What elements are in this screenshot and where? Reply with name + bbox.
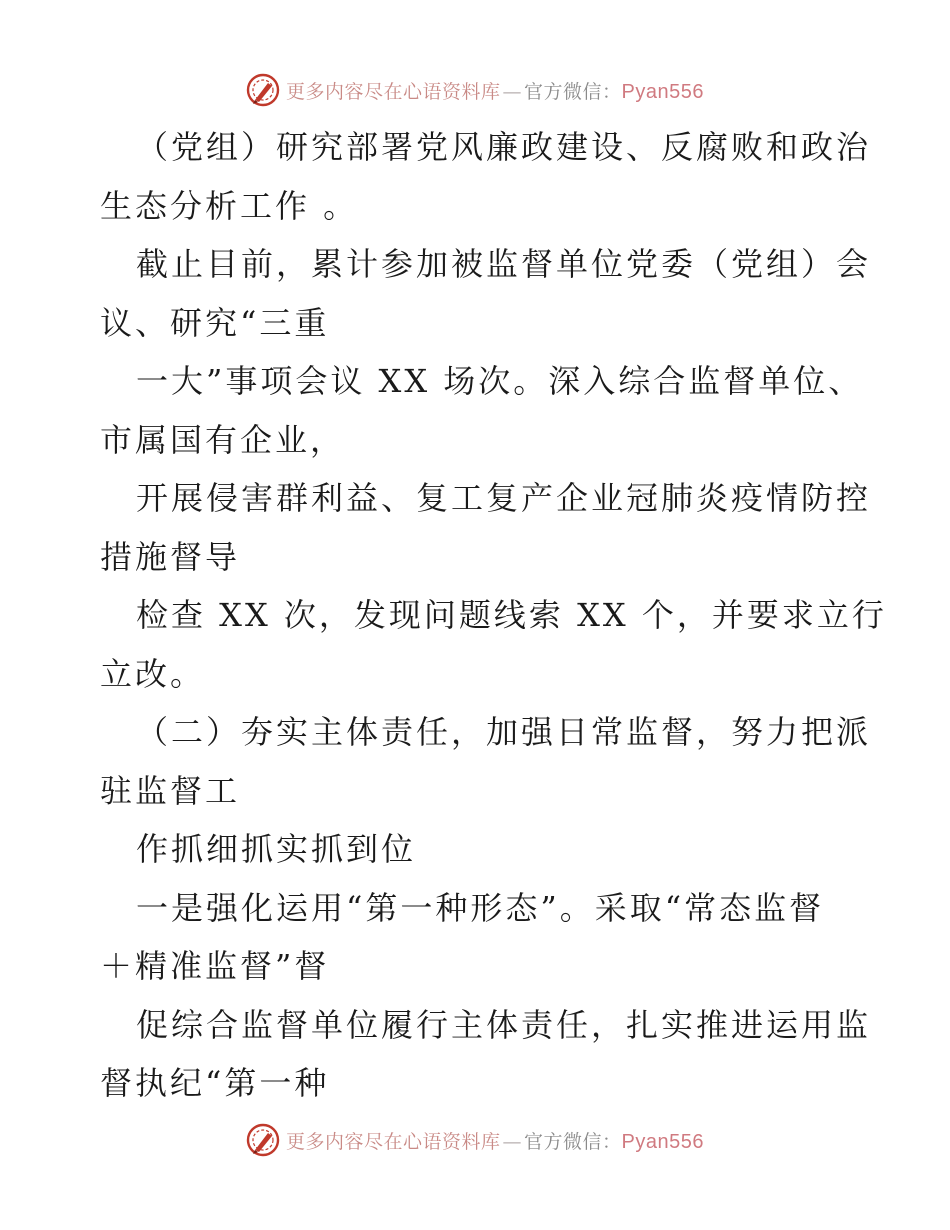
body-line: （二）夯实主体责任，加强日常监督，努力把派: [136, 713, 872, 751]
body-line: 驻监督工: [100, 771, 241, 810]
watermark-account-label: 官方微信：: [524, 1130, 622, 1153]
body-line: 检查 XX 次，发现问题线索 XX 个，并要求立行: [136, 596, 887, 634]
body-line: ＋精准监督”督: [100, 947, 330, 985]
body-line: 立改。: [100, 654, 206, 693]
watermark-account-id: Pyan556: [621, 80, 704, 103]
body-line: 一大”事项会议 XX 场次。深入综合监督单位、: [136, 362, 864, 400]
body-line: （党组）研究部署党风廉政建设、反腐败和政治: [136, 128, 872, 166]
watermark-main-text: 更多内容尽在心语资料库: [286, 80, 501, 103]
pen-logo-icon: [246, 1123, 280, 1157]
pen-logo-icon: [246, 73, 280, 107]
body-line: 截止目前，累计参加被监督单位党委（党组）会: [136, 245, 872, 283]
watermark-main-text: 更多内容尽在心语资料库: [286, 1130, 501, 1153]
watermark-account-id: Pyan556: [621, 1130, 704, 1153]
watermark-text: [286, 77, 704, 104]
watermark-group: [246, 1123, 704, 1157]
body-line: 措施督导: [100, 537, 241, 576]
body-line: 一是强化运用“第一种形态”。采取“常态监督: [136, 888, 825, 927]
watermark-text: [286, 1127, 704, 1154]
body-line: 议、研究“三重: [100, 303, 330, 342]
body-line: 开展侵害群利益、复工复产企业冠肺炎疫情防控: [136, 479, 872, 517]
footer-watermark-banner: [0, 1120, 950, 1160]
header-watermark-banner: [0, 70, 950, 110]
body-line: 督执纪“第一种: [100, 1064, 330, 1102]
body-line: 作抓细抓实抓到位: [136, 830, 417, 868]
watermark-group: [246, 73, 704, 107]
document-body: [100, 118, 887, 1113]
watermark-dash: —: [502, 80, 523, 103]
body-line: 促综合监督单位履行主体责任，扎实推进运用监: [136, 1005, 872, 1044]
body-line: 市属国有企业，: [100, 420, 346, 459]
watermark-account-label: 官方微信：: [524, 80, 622, 103]
watermark-dash: —: [502, 1130, 523, 1153]
body-line: 生态分析工作 。: [100, 186, 359, 225]
